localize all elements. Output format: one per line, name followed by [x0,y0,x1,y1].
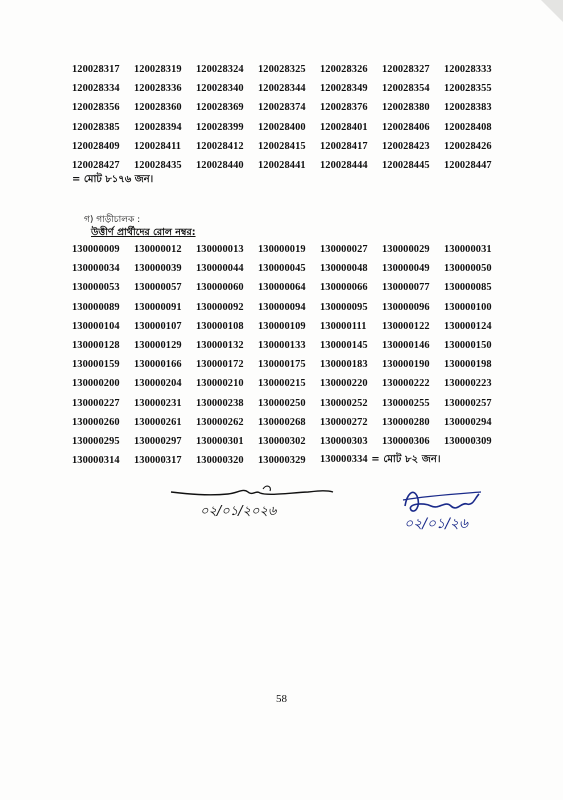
roll-number-cell: 130000128 [72,340,120,352]
roll-number-cell: 130000107 [134,320,182,332]
roll-number-cell: 130000166 [134,359,182,371]
roll-number-cell: 120028440 [196,160,244,172]
passed-candidates-heading-text: উত্তীর্ণ প্রার্থীদের রোল নম্বর: [91,227,196,238]
roll-number-cell: 130000175 [258,359,306,371]
roll-number-cell: 130000100 [444,301,492,313]
roll-number-cell: 120028445 [382,160,430,172]
roll-number-cell: 130000252 [320,397,368,409]
roll-number: 130000334 [320,454,368,466]
roll-number-cell: 130000109 [258,320,306,332]
roll-number-cell: 130000039 [134,263,182,275]
table-row-last [72,451,504,470]
roll-number-cell: 120028355 [444,83,492,95]
roll-number-cell: 120028354 [382,83,430,95]
table-row [72,240,504,259]
table-row [72,413,504,432]
roll-number-cell: 120028399 [196,121,244,133]
roll-number-cell: 130000260 [72,416,120,428]
roll-number-cell: 130000303 [320,435,368,447]
roll-number-cell: 130000104 [72,320,120,332]
roll-number-cell: 130000066 [320,282,368,294]
roll-number-cell: 130000064 [258,282,306,294]
table-row [72,355,504,374]
roll-number-cell: 120028334 [72,83,120,95]
signature-left-date: ০২/০১/২০২৬ [200,504,277,519]
roll-number: 130000314 [72,455,120,467]
roll-number-cell: 120028319 [134,64,182,76]
roll-number-cell: 130000223 [444,378,492,390]
roll-number-cell: 130000250 [258,397,306,409]
roll-number-cell: 130000210 [196,378,244,390]
roll-number-cell: 130000027 [320,244,368,256]
roll-number-cell: 130000044 [196,263,244,275]
roll-number-cell: 130000302 [258,435,306,447]
roll-number-cell: 130000145 [320,340,368,352]
roll-number-cell: 120028408 [444,121,492,133]
roll-number-cell: 130000294 [444,416,492,428]
roll-number-cell [258,451,320,470]
passed-candidates-heading [91,226,196,241]
roll-number-cell: 120028435 [134,160,182,172]
roll-number-cell: 130000034 [72,263,120,275]
roll-number-cell: 120028376 [320,102,368,114]
roll-number-cell: 130000295 [72,435,120,447]
roll-number-cell: 130000048 [320,263,368,275]
page-corner-fold [541,0,563,22]
roll-number-cell: 120028349 [320,83,368,95]
roll-number-cell: 130000085 [444,282,492,294]
table-row [72,137,504,156]
roll-number-cell: 130000172 [196,359,244,371]
roll-number-cell: 120028423 [382,140,430,152]
roll-number-cell: 120028333 [444,64,492,76]
roll-number-cell: 130000215 [258,378,306,390]
roll-number-cell: 120028447 [444,160,492,172]
roll-number-cell: 120028369 [196,102,244,114]
roll-number-cell: 120028394 [134,121,182,133]
roll-number-cell: 130000133 [258,340,306,352]
roll-number-cell: 130000019 [258,244,306,256]
roll-number-cell: 130000077 [382,282,430,294]
table-row [72,79,504,98]
roll-number-cell: 120028417 [320,140,368,152]
table-row [72,394,504,413]
roll-number-cell: 120028383 [444,102,492,114]
section1-total: = মোট ৮১৭৬ জন। [72,174,154,185]
roll-number-cell: 130000096 [382,301,430,313]
roll-table-section2 [72,240,504,470]
roll-number-cell: 130000261 [134,416,182,428]
roll-number-cell: 130000198 [444,359,492,371]
roll-number-cell: 120028360 [134,102,182,114]
table-row [72,336,504,355]
roll-number-cell: 130000009 [72,244,120,256]
roll-number-cell: 120028325 [258,64,306,76]
section2-total: = মোট ৮২ জন। [367,454,441,466]
roll-number-cell: 120028412 [196,140,244,152]
roll-number-cell: 120028340 [196,83,244,95]
roll-number-cell [134,451,196,470]
roll-number-cell: 120028441 [258,160,306,172]
table-row [72,432,504,451]
roll-number-cell: 130000031 [444,244,492,256]
roll-number-cell: 130000091 [134,301,182,313]
roll-number-cell: 130000238 [196,397,244,409]
roll-number-cell: 130000146 [382,340,430,352]
roll-number-cell: 120028326 [320,64,368,76]
roll-number-cell [72,451,134,470]
roll-number-cell: 130000129 [134,340,182,352]
roll-number: 130000317 [134,455,182,467]
roll-number: 130000320 [196,455,244,467]
roll-number-cell: 130000183 [320,359,368,371]
roll-number-cell: 130000050 [444,263,492,275]
roll-number-cell: 120028336 [134,83,182,95]
roll-number-cell: 130000060 [196,282,244,294]
section-heading-driver: গ) গাড়ীচালক : [84,215,141,225]
roll-number-cell: 120028409 [72,140,120,152]
roll-number-cell: 120028356 [72,102,120,114]
table-row [72,259,504,278]
roll-number-cell: 130000013 [196,244,244,256]
roll-number-cell: 130000159 [72,359,120,371]
roll-number-cell: 120028317 [72,64,120,76]
roll-number-cell: 130000095 [320,301,368,313]
roll-number-cell: 130000272 [320,416,368,428]
roll-number-cell: 120028411 [134,140,182,152]
roll-number-cell: 120028415 [258,140,306,152]
roll-number-cell: 130000268 [258,416,306,428]
table-row [72,298,504,317]
roll-number-cell: 120028401 [320,121,368,133]
signature-right-date: ০২/০১/২৬ [404,516,469,532]
roll-number-cell: 120028426 [444,140,492,152]
roll-number-cell: 130000122 [382,320,430,332]
roll-number-cell: 130000222 [382,378,430,390]
roll-number-cell: 130000108 [196,320,244,332]
roll-number-cell: 120028427 [72,160,120,172]
table-row [72,317,504,336]
roll-number-cell: 130000204 [134,378,182,390]
roll-number-cell: 120028324 [196,64,244,76]
roll-number-cell: 130000262 [196,416,244,428]
roll-number-cell [320,451,504,470]
table-row [72,60,504,79]
roll-number-cell: 130000094 [258,301,306,313]
roll-number-cell: 130000150 [444,340,492,352]
roll-number-cell: 130000190 [382,359,430,371]
roll-number-cell: 130000053 [72,282,120,294]
roll-number-cell: 130000220 [320,378,368,390]
roll-number-cell: 130000297 [134,435,182,447]
roll-number-cell: 130000092 [196,301,244,313]
roll-number-cell: 130000057 [134,282,182,294]
roll-number-cell: 130000200 [72,378,120,390]
table-row [72,278,504,297]
roll-number-cell: 120028385 [72,121,120,133]
roll-table-section1 [72,60,504,175]
roll-number-cell: 120028380 [382,102,430,114]
roll-number-cell: 130000280 [382,416,430,428]
roll-number-cell: 130000231 [134,397,182,409]
roll-number-cell: 130000089 [72,301,120,313]
roll-number-cell: 120028374 [258,102,306,114]
roll-number-cell [196,451,258,470]
table-row [72,98,504,117]
table-row [72,118,504,137]
roll-number-cell: 120028327 [382,64,430,76]
roll-number-cell: 130000124 [444,320,492,332]
roll-number-cell: 130000301 [196,435,244,447]
table-row [72,374,504,393]
roll-number-cell: 120028400 [258,121,306,133]
roll-number-cell: 130000306 [382,435,430,447]
page-number: 58 [276,693,287,705]
roll-number-cell: 130000045 [258,263,306,275]
roll-number-cell: 130000111 [320,320,367,332]
roll-number-cell: 130000132 [196,340,244,352]
roll-number-cell: 130000255 [382,397,430,409]
roll-number-cell: 120028406 [382,121,430,133]
roll-number-cell: 120028444 [320,160,368,172]
roll-number-cell: 130000029 [382,244,430,256]
roll-number-cell: 130000309 [444,435,492,447]
roll-number-cell: 130000227 [72,397,120,409]
roll-number-cell: 130000257 [444,397,492,409]
roll-number: 130000329 [258,455,306,467]
roll-number-cell: 130000012 [134,244,182,256]
roll-number-cell: 130000049 [382,263,430,275]
roll-number-cell: 120028344 [258,83,306,95]
